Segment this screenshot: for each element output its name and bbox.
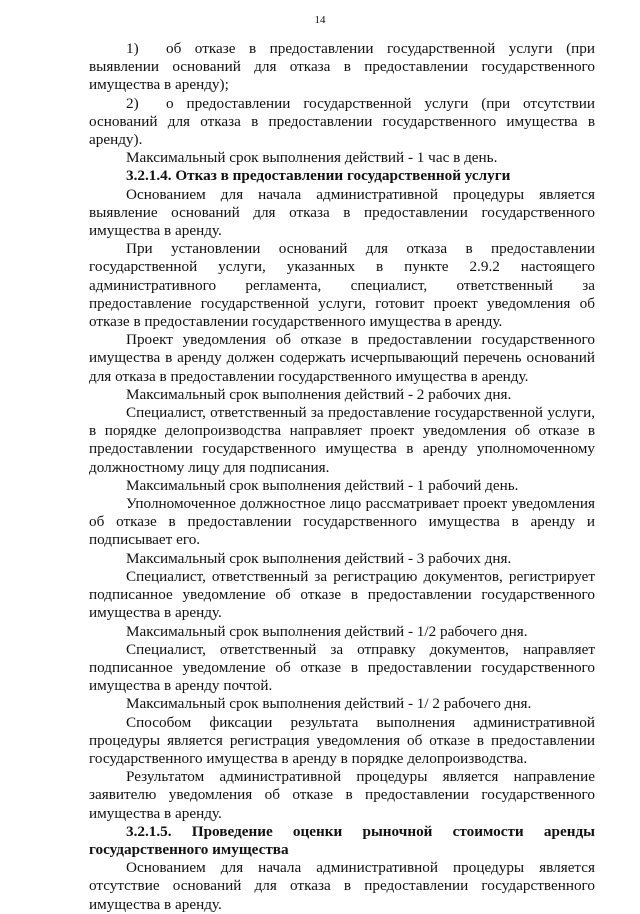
list-item-number: 1) <box>126 40 139 57</box>
list-item-text: о предоставлении государственной услуги (при отсутствии оснований для отказа в предоставлении государственного имущества в аренду). <box>89 94 595 149</box>
paragraph-official-signs: Уполномоченное должностное лицо рассматривает проект уведомления об отказе в предоставлении государственного имущества в аренду и подписывает его. <box>89 495 595 549</box>
paragraph-draft-contains: Проект уведомления об отказе в предоставлении государственного имущества в аренду должен содержать исчерпывающий перечень оснований для отказа в предоставлении государственного имущества в аренду. <box>89 331 595 385</box>
document-body <box>89 40 595 914</box>
section-heading-3-2-1-4: 3.2.1.4. Отказ в предоставлении государственной услуги <box>126 167 511 185</box>
paragraph-sends-to-official: Специалист, ответственный за предоставление государственной услуги, в порядке делопроизводства направляет проект уведомления об отказе в предоставлении государственного имущества в аренду уполномоченному должностному лицу для подписания. <box>89 404 595 476</box>
paragraph-registers: Специалист, ответственный за регистрацию документов, регистрирует подписанное уведомление об отказе в предоставлении государственного имущества в аренду. <box>89 567 595 622</box>
section-heading-3-2-1-5: 3.2.1.5. Проведение оценки рыночной стоимости аренды государственного имущества <box>89 822 595 858</box>
paragraph-max-term-3d: Максимальный срок выполнения действий - 3 рабочих дня. <box>126 549 512 567</box>
paragraph-max-term-half-day: Максимальный срок выполнения действий - 1/2 рабочего дня. <box>126 622 528 640</box>
paragraph-fixation: Способом фиксации результата выполнения административной процедуры является регистрация уведомления об отказе в предоставлении государственного имущества в аренду в порядке делопроизводства. <box>89 713 595 767</box>
paragraph-max-term-1h: Максимальный срок выполнения действий - 1 час в день. <box>126 149 498 167</box>
list-item-provision <box>89 95 595 150</box>
paragraph-basis-appraisal: Основанием для начала административной процедуры является отсутствие оснований для отказа в предоставлении государственного имущества в аренду. <box>89 859 595 913</box>
paragraph-mails: Специалист, ответственный за отправку документов, направляет подписанное уведомление об отказе в предоставлении государственного имущества в аренду почтой. <box>89 640 595 695</box>
paragraph-specialist-prepares: При установлении оснований для отказа в предоставлении государственной услуги, указанных в пункте 2.9.2 настоящего административного регламента, специалист, ответственный за предоставление государственной услуги, готовит проект уведомления об отказе в предоставлении государственного имущества в аренду. <box>89 240 595 331</box>
list-item-number: 2) <box>126 94 139 112</box>
paragraph-result: Результатом административной процедуры является направление заявителю уведомления об отказе в предоставлении государственного имущества в аренду. <box>89 768 595 822</box>
list-item-refusal <box>89 40 595 95</box>
paragraph-basis-refusal: Основанием для начала административной процедуры является выявление оснований для отказа в предоставлении государственного имущества в аренду. <box>89 185 595 240</box>
paragraph-max-term-2d: Максимальный срок выполнения действий - 2 рабочих дня. <box>126 385 512 403</box>
paragraph-max-term-half-day-2: Максимальный срок выполнения действий - 1/ 2 рабочего дня. <box>126 695 532 713</box>
page-number: 14 <box>314 14 326 26</box>
list-item-text: об отказе в предоставлении государственной услуги (при выявлении оснований для отказа в предоставлении государственного имущества в аренду); <box>89 40 595 94</box>
paragraph-max-term-1d: Максимальный срок выполнения действий - 1 рабочий день. <box>126 476 519 494</box>
